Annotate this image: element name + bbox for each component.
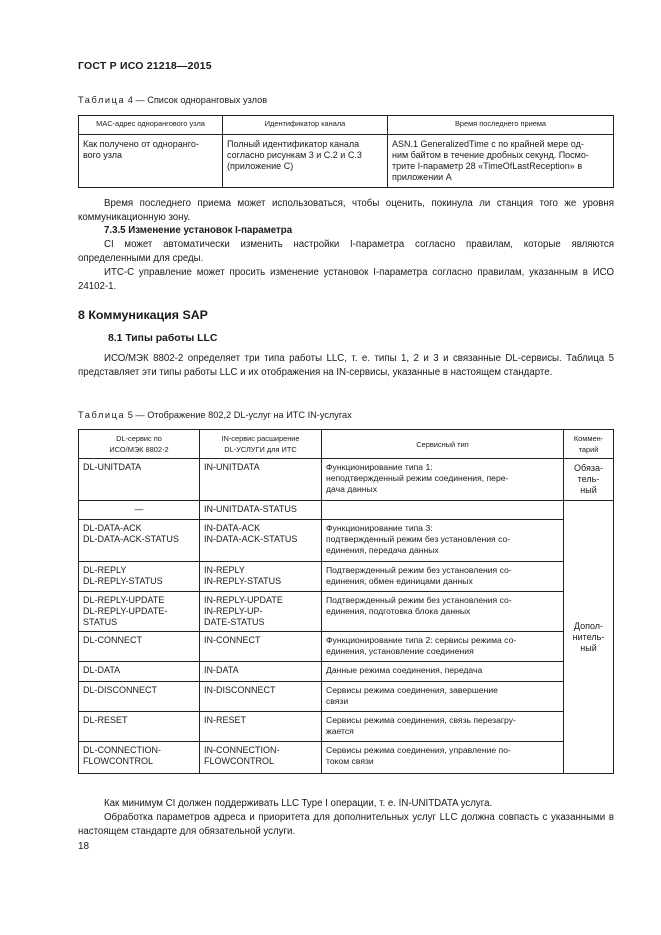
- table5-header-comment: Коммен- тарий: [564, 430, 614, 459]
- table5-cell-type: [322, 501, 564, 520]
- table-row: [79, 501, 614, 520]
- table-row: [79, 632, 614, 662]
- paragraph-ci-settings: CI может автоматически изменить настройки I-параметра согласно правилам, которые являются определенными для среды.: [78, 239, 614, 264]
- table5-cell-type: Функционирование типа 2: сервисы режима со- единения, установление соединения: [322, 632, 564, 662]
- table5-cell-dl: DL-DATA: [79, 662, 200, 682]
- table-row: [79, 742, 614, 774]
- table5-comment-optional: Допол- нитель- ный: [564, 501, 614, 774]
- table4-caption: [78, 95, 267, 105]
- table5-cell-dl: DL-UNITDATA: [79, 459, 200, 501]
- table5-cell-in: IN-DATA-ACK IN-DATA-ACK-STATUS: [200, 520, 322, 562]
- table5-cell-type: Данные режима соединения, передача: [322, 662, 564, 682]
- table5-caption-text: 5 — Отображение 802,2 DL-услуг на ИТС IN-услугах: [127, 410, 352, 420]
- table-row: [79, 662, 614, 682]
- table5-cell-type: Сервисы режима соединения, завершение связи: [322, 682, 564, 712]
- table5-cell-in: IN-CONNECTION- FLOWCONTROL: [200, 742, 322, 774]
- table5-cell-in: IN-UNITDATA: [200, 459, 322, 501]
- table5-cell-dl: DL-CONNECTION- FLOWCONTROL: [79, 742, 200, 774]
- table5-cell-type: Подтвержденный режим без установления со- единения, подготовка блока данных: [322, 592, 564, 632]
- table4-header-time: Время последнего приема: [388, 116, 614, 135]
- paragraph-llc-type1: Как минимум CI должен поддерживать LLC Type I операции, т. е. IN-UNITDATA услуга.: [104, 798, 493, 809]
- table5-cell-dl: —: [79, 501, 200, 520]
- page-number: 18: [78, 841, 90, 852]
- section-8-heading: 8 Коммуникация SAP: [78, 308, 208, 322]
- table5-cell-dl: DL-REPLY-UPDATE DL-REPLY-UPDATE- STATUS: [79, 592, 200, 632]
- table-row: [79, 520, 614, 562]
- table4-header-channel: Идентификатор канала: [223, 116, 388, 135]
- table-row: [79, 459, 614, 501]
- table4-caption-label: Таблица: [78, 95, 126, 105]
- table5-header-type: Сервисный тип: [322, 430, 564, 459]
- section-8-1-heading: 8.1 Типы работы LLC: [108, 333, 218, 344]
- table5-cell-type: Сервисы режима соединения, связь перезагру- жается: [322, 712, 564, 742]
- paragraph-last-reception: Время последнего приема может использоваться, чтобы оценить, покинула ли станция того же уровня коммуникационную зону.: [78, 198, 614, 223]
- table5-header-in: IN-сервис расширение DL-УСЛУГИ для ИТС: [200, 430, 322, 459]
- table5-cell-dl: DL-CONNECT: [79, 632, 200, 662]
- table5-cell-type: Функционирование типа 3: подтвержденный режим без установления со- единения, передача данных: [322, 520, 564, 562]
- table-row: [79, 682, 614, 712]
- table5-caption-label: Таблица: [78, 410, 126, 420]
- section-7-3-5-heading: 7.3.5 Изменение установок I-параметра: [104, 225, 293, 236]
- table5: [78, 429, 614, 774]
- paragraph-itsc-management: ИТС-С управление может просить изменение установок I-параметра согласно правилам, указанным в ИСО 24102-1.: [78, 267, 614, 292]
- table5-cell-in: IN-UNITDATA-STATUS: [200, 501, 322, 520]
- table5-cell-in: IN-REPLY IN-REPLY-STATUS: [200, 562, 322, 592]
- table-row: [79, 592, 614, 632]
- table5-comment-mandatory: Обяза- тель- ный: [564, 459, 614, 501]
- document-header: ГОСТ Р ИСО 21218—2015: [78, 60, 212, 72]
- table5-cell-in: IN-CONNECT: [200, 632, 322, 662]
- table5-cell-dl: DL-REPLY DL-REPLY-STATUS: [79, 562, 200, 592]
- table5-cell-in: IN-REPLY-UPDATE IN-REPLY-UP- DATE-STATUS: [200, 592, 322, 632]
- table5-cell-type: Функционирование типа 1: неподтвержденный режим соединения, пере- дача данных: [322, 459, 564, 501]
- table5-cell-dl: DL-DISCONNECT: [79, 682, 200, 712]
- table5-cell-dl: DL-DATA-ACK DL-DATA-ACK-STATUS: [79, 520, 200, 562]
- table5-cell-type: Сервисы режима соединения, управление по- током связи: [322, 742, 564, 774]
- table-row: [79, 562, 614, 592]
- table5-cell-type: Подтвержденный режим без установления со- единения, обмен единицами данных: [322, 562, 564, 592]
- table-row: [79, 135, 614, 188]
- paragraph-llc-types: ИСО/МЭК 8802-2 определяет три типа работы LLC, т. е. типы 1, 2 и 3 и связанные DL-сервисы. Таблица 5 представляет эти типы работы LLC и их отображения на IN-сервисы, указанные в настоящем стандарте.: [78, 353, 614, 378]
- table4-cell: Полный идентификатор канала согласно рисункам 3 и С.2 и С.3 (приложение С): [223, 135, 388, 188]
- table4-cell: ASN.1 GeneralizedTime с по крайней мере од- ним байтом в течение дробных секунд. Посмо- трите I-параметр 28 «TimeOfLastReception» в приложении А: [388, 135, 614, 188]
- table5-cell-in: IN-RESET: [200, 712, 322, 742]
- table4: [78, 115, 614, 188]
- table5-cell-in: IN-DISCONNECT: [200, 682, 322, 712]
- table4-caption-text: 4 — Список одноранговых узлов: [127, 95, 268, 105]
- table5-caption: [78, 410, 352, 420]
- table5-cell-in: IN-DATA: [200, 662, 322, 682]
- table-row: [79, 712, 614, 742]
- table5-header-dl: DL-сервис по ИСО/МЭК 8802-2: [79, 430, 200, 459]
- table5-cell-dl: DL-RESET: [79, 712, 200, 742]
- paragraph-address-priority: Обработка параметров адреса и приоритета для дополнительных услуг LLC должна совпасть с указанными в настоящем стандарте для обязательной услуги.: [78, 812, 614, 837]
- table4-cell: Как получено от одноранго- вого узла: [79, 135, 223, 188]
- table4-header-mac: MAC-адрес однорангового узла: [79, 116, 223, 135]
